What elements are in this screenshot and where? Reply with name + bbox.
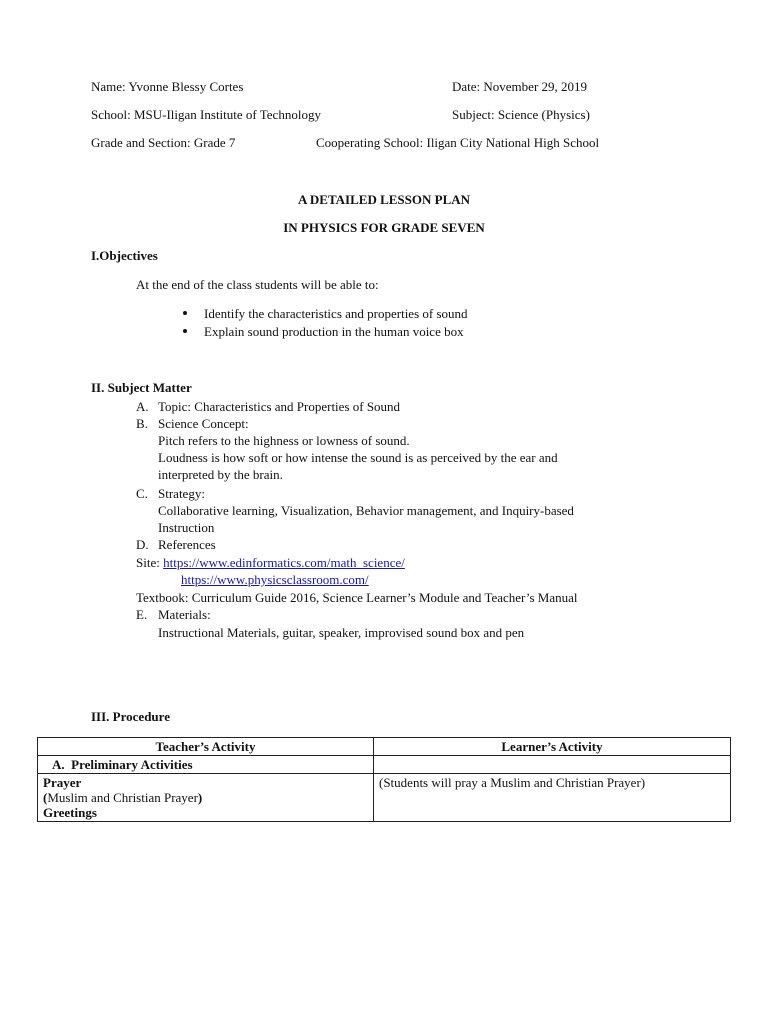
science-concept-label: Science Concept: bbox=[158, 416, 249, 431]
objectives-intro: At the end of the class students will be able to: bbox=[136, 277, 379, 292]
procedure-heading: III. Procedure bbox=[91, 709, 170, 724]
objective-item: Identify the characteristics and properties of sound bbox=[204, 306, 468, 321]
table-row bbox=[38, 774, 731, 822]
topic-text: Topic: Characteristics and Properties of Sound bbox=[158, 399, 401, 414]
strategy-label: Strategy: bbox=[158, 486, 205, 501]
bullet-icon bbox=[183, 311, 187, 315]
list-marker: D. bbox=[136, 537, 149, 552]
reference-link[interactable]: https://www.edinformatics.com/math_science/ bbox=[163, 555, 405, 570]
concept-line: Pitch refers to the highness or lowness of sound. bbox=[158, 433, 410, 448]
bullet-icon bbox=[183, 329, 187, 333]
table-row bbox=[38, 756, 731, 774]
objectives-heading: I.Objectives bbox=[91, 248, 158, 263]
subject-matter-heading: II. Subject Matter bbox=[91, 380, 192, 395]
site-label: Site: bbox=[136, 555, 164, 570]
school-field: School: MSU-Iligan Institute of Technology bbox=[91, 107, 321, 122]
list-marker: A. bbox=[136, 399, 149, 414]
concept-line: interpreted by the brain. bbox=[158, 467, 283, 482]
prayer-note: (Muslim and Christian Prayer) bbox=[43, 790, 203, 805]
reference-link[interactable]: https://www.physicsclassroom.com/ bbox=[181, 572, 369, 587]
date-field: Date: November 29, 2019 bbox=[452, 79, 588, 94]
site-reference bbox=[136, 554, 405, 571]
document-title: A DETAILED LESSON PLAN bbox=[297, 192, 471, 207]
cooperating-school-field: Cooperating School: Iligan City National High School bbox=[316, 135, 600, 150]
prayer-label: Prayer bbox=[43, 775, 82, 790]
learner-activity-header: Learner’s Activity bbox=[374, 738, 731, 756]
procedure-table bbox=[37, 737, 731, 822]
preliminary-activities-cell bbox=[38, 756, 374, 774]
list-marker: A. bbox=[52, 757, 65, 772]
strategy-line: Collaborative learning, Visualization, Behavior management, and Inquiry-based bbox=[158, 503, 574, 518]
list-marker: C. bbox=[136, 486, 148, 501]
references-label: References bbox=[158, 537, 216, 552]
teacher-activity-cell bbox=[38, 774, 374, 822]
name-field: Name: Yvonne Blessy Cortes bbox=[91, 79, 244, 94]
strategy-line: Instruction bbox=[158, 520, 215, 535]
teacher-activity-header: Teacher’s Activity bbox=[38, 738, 374, 756]
greetings-label: Greetings bbox=[43, 805, 97, 820]
materials-label: Materials: bbox=[158, 607, 211, 622]
grade-field: Grade and Section: Grade 7 bbox=[91, 135, 236, 150]
empty-cell bbox=[374, 756, 731, 774]
document-subtitle: IN PHYSICS FOR GRADE SEVEN bbox=[283, 220, 485, 235]
learner-activity-cell: (Students will pray a Muslim and Christian Prayer) bbox=[374, 774, 731, 822]
subject-field: Subject: Science (Physics) bbox=[452, 107, 590, 122]
textbook-reference: Textbook: Curriculum Guide 2016, Science Learner’s Module and Teacher’s Manual bbox=[136, 590, 578, 605]
list-marker: E. bbox=[136, 607, 148, 622]
preliminary-activities-label: Preliminary Activities bbox=[71, 757, 193, 772]
concept-line: Loudness is how soft or how intense the sound is as perceived by the ear and bbox=[158, 450, 558, 465]
materials-line: Instructional Materials, guitar, speaker, improvised sound box and pen bbox=[158, 625, 525, 640]
table-header-row bbox=[38, 738, 731, 756]
list-marker: B. bbox=[136, 416, 148, 431]
objective-item: Explain sound production in the human voice box bbox=[204, 324, 464, 339]
